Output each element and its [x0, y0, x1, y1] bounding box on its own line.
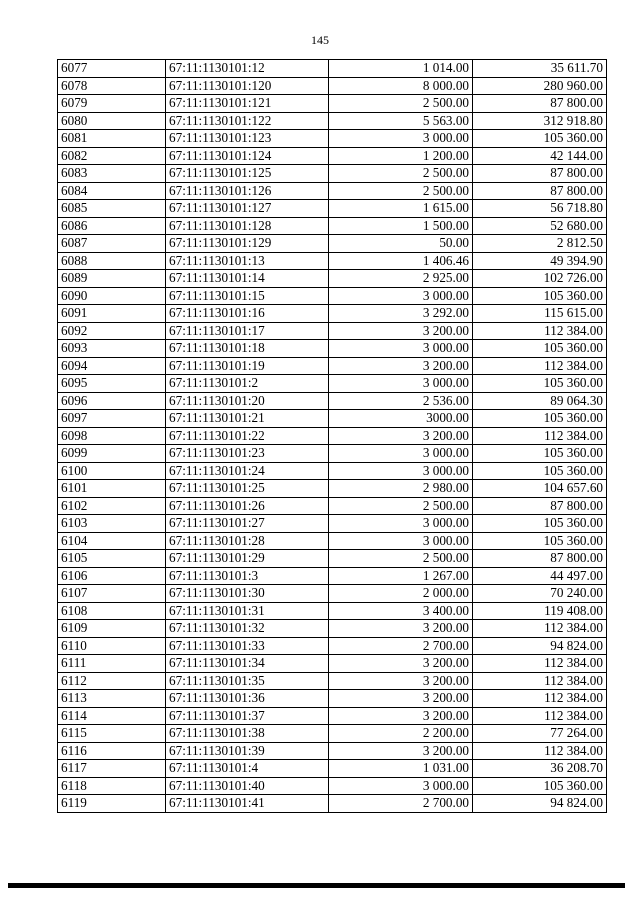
table-row	[58, 60, 607, 78]
cadastral-number-cell: 67:11:1130101:120	[166, 77, 329, 95]
row-number-cell: 6098	[58, 427, 166, 445]
value-cell: 112 384.00	[473, 357, 607, 375]
cadastral-number-cell: 67:11:1130101:129	[166, 235, 329, 253]
row-number-cell: 6104	[58, 532, 166, 550]
row-number-cell: 6111	[58, 655, 166, 673]
table-row	[58, 130, 607, 148]
table-row	[58, 410, 607, 428]
value-cell: 105 360.00	[473, 340, 607, 358]
row-number-cell: 6078	[58, 77, 166, 95]
cadastral-number-cell: 67:11:1130101:128	[166, 217, 329, 235]
value-cell: 119 408.00	[473, 602, 607, 620]
table-row	[58, 305, 607, 323]
value-cell: 89 064.30	[473, 392, 607, 410]
table-row	[58, 585, 607, 603]
table-row	[58, 707, 607, 725]
value-cell: 112 384.00	[473, 742, 607, 760]
table-row	[58, 690, 607, 708]
value-cell: 312 918.80	[473, 112, 607, 130]
cadastral-number-cell: 67:11:1130101:34	[166, 655, 329, 673]
area-cell: 3 000.00	[329, 287, 473, 305]
value-cell: 52 680.00	[473, 217, 607, 235]
cadastral-number-cell: 67:11:1130101:24	[166, 462, 329, 480]
area-cell: 3 200.00	[329, 322, 473, 340]
area-cell: 3 200.00	[329, 672, 473, 690]
row-number-cell: 6084	[58, 182, 166, 200]
value-cell: 105 360.00	[473, 462, 607, 480]
area-cell: 3 200.00	[329, 655, 473, 673]
table-row	[58, 322, 607, 340]
cadastral-number-cell: 67:11:1130101:15	[166, 287, 329, 305]
area-cell: 1 406.46	[329, 252, 473, 270]
table-row	[58, 445, 607, 463]
table-row	[58, 760, 607, 778]
cadastral-number-cell: 67:11:1130101:33	[166, 637, 329, 655]
row-number-cell: 6080	[58, 112, 166, 130]
row-number-cell: 6089	[58, 270, 166, 288]
row-number-cell: 6119	[58, 795, 166, 813]
value-cell: 112 384.00	[473, 690, 607, 708]
cadastral-number-cell: 67:11:1130101:122	[166, 112, 329, 130]
cadastral-number-cell: 67:11:1130101:21	[166, 410, 329, 428]
cadastral-number-cell: 67:11:1130101:39	[166, 742, 329, 760]
area-cell: 8 000.00	[329, 77, 473, 95]
area-cell: 3 200.00	[329, 427, 473, 445]
table-row	[58, 655, 607, 673]
row-number-cell: 6109	[58, 620, 166, 638]
value-cell: 87 800.00	[473, 95, 607, 113]
area-cell: 3 000.00	[329, 340, 473, 358]
area-cell: 2 980.00	[329, 480, 473, 498]
cadastral-number-cell: 67:11:1130101:26	[166, 497, 329, 515]
cadastral-number-cell: 67:11:1130101:27	[166, 515, 329, 533]
value-cell: 105 360.00	[473, 375, 607, 393]
row-number-cell: 6096	[58, 392, 166, 410]
value-cell: 94 824.00	[473, 795, 607, 813]
table-row	[58, 165, 607, 183]
row-number-cell: 6086	[58, 217, 166, 235]
area-cell: 1 267.00	[329, 567, 473, 585]
value-cell: 112 384.00	[473, 655, 607, 673]
cadastral-number-cell: 67:11:1130101:28	[166, 532, 329, 550]
area-cell: 3 400.00	[329, 602, 473, 620]
value-cell: 56 718.80	[473, 200, 607, 218]
table-row	[58, 392, 607, 410]
row-number-cell: 6110	[58, 637, 166, 655]
area-cell: 2 700.00	[329, 637, 473, 655]
row-number-cell: 6087	[58, 235, 166, 253]
row-number-cell: 6105	[58, 550, 166, 568]
row-number-cell: 6083	[58, 165, 166, 183]
table-row	[58, 777, 607, 795]
row-number-cell: 6113	[58, 690, 166, 708]
area-cell: 50.00	[329, 235, 473, 253]
cadastral-number-cell: 67:11:1130101:123	[166, 130, 329, 148]
value-cell: 49 394.90	[473, 252, 607, 270]
parcel-table-body	[58, 60, 607, 813]
cadastral-number-cell: 67:11:1130101:126	[166, 182, 329, 200]
cadastral-number-cell: 67:11:1130101:125	[166, 165, 329, 183]
row-number-cell: 6090	[58, 287, 166, 305]
row-number-cell: 6115	[58, 725, 166, 743]
area-cell: 3 000.00	[329, 515, 473, 533]
area-cell: 2 500.00	[329, 95, 473, 113]
area-cell: 2 200.00	[329, 725, 473, 743]
area-cell: 3 000.00	[329, 375, 473, 393]
cadastral-number-cell: 67:11:1130101:4	[166, 760, 329, 778]
table-row	[58, 620, 607, 638]
cadastral-number-cell: 67:11:1130101:17	[166, 322, 329, 340]
value-cell: 105 360.00	[473, 410, 607, 428]
area-cell: 3 000.00	[329, 777, 473, 795]
value-cell: 280 960.00	[473, 77, 607, 95]
row-number-cell: 6095	[58, 375, 166, 393]
cadastral-number-cell: 67:11:1130101:13	[166, 252, 329, 270]
area-cell: 1 031.00	[329, 760, 473, 778]
row-number-cell: 6091	[58, 305, 166, 323]
area-cell: 2 700.00	[329, 795, 473, 813]
table-row	[58, 550, 607, 568]
row-number-cell: 6077	[58, 60, 166, 78]
cadastral-number-cell: 67:11:1130101:31	[166, 602, 329, 620]
cadastral-number-cell: 67:11:1130101:121	[166, 95, 329, 113]
row-number-cell: 6079	[58, 95, 166, 113]
value-cell: 112 384.00	[473, 427, 607, 445]
cadastral-number-cell: 67:11:1130101:32	[166, 620, 329, 638]
area-cell: 2 500.00	[329, 165, 473, 183]
table-row	[58, 725, 607, 743]
area-cell: 3 000.00	[329, 130, 473, 148]
area-cell: 3 200.00	[329, 357, 473, 375]
area-cell: 3 200.00	[329, 690, 473, 708]
value-cell: 105 360.00	[473, 515, 607, 533]
value-cell: 70 240.00	[473, 585, 607, 603]
area-cell: 3 200.00	[329, 707, 473, 725]
table-row	[58, 497, 607, 515]
cadastral-number-cell: 67:11:1130101:22	[166, 427, 329, 445]
cadastral-number-cell: 67:11:1130101:25	[166, 480, 329, 498]
row-number-cell: 6101	[58, 480, 166, 498]
area-cell: 3 000.00	[329, 462, 473, 480]
table-row	[58, 480, 607, 498]
table-row	[58, 795, 607, 813]
value-cell: 112 384.00	[473, 707, 607, 725]
cadastral-number-cell: 67:11:1130101:41	[166, 795, 329, 813]
value-cell: 105 360.00	[473, 287, 607, 305]
table-row	[58, 602, 607, 620]
value-cell: 105 360.00	[473, 532, 607, 550]
table-row	[58, 532, 607, 550]
row-number-cell: 6118	[58, 777, 166, 795]
row-number-cell: 6093	[58, 340, 166, 358]
value-cell: 87 800.00	[473, 497, 607, 515]
value-cell: 87 800.00	[473, 165, 607, 183]
value-cell: 2 812.50	[473, 235, 607, 253]
row-number-cell: 6103	[58, 515, 166, 533]
table-row	[58, 147, 607, 165]
table-row	[58, 270, 607, 288]
value-cell: 102 726.00	[473, 270, 607, 288]
row-number-cell: 6114	[58, 707, 166, 725]
cadastral-number-cell: 67:11:1130101:35	[166, 672, 329, 690]
table-row	[58, 77, 607, 95]
row-number-cell: 6094	[58, 357, 166, 375]
value-cell: 112 384.00	[473, 620, 607, 638]
cadastral-number-cell: 67:11:1130101:18	[166, 340, 329, 358]
area-cell: 2 536.00	[329, 392, 473, 410]
area-cell: 1 014.00	[329, 60, 473, 78]
table-row	[58, 375, 607, 393]
value-cell: 77 264.00	[473, 725, 607, 743]
value-cell: 35 611.70	[473, 60, 607, 78]
value-cell: 112 384.00	[473, 672, 607, 690]
table-row	[58, 235, 607, 253]
cadastral-number-cell: 67:11:1130101:127	[166, 200, 329, 218]
cadastral-number-cell: 67:11:1130101:16	[166, 305, 329, 323]
area-cell: 1 500.00	[329, 217, 473, 235]
row-number-cell: 6117	[58, 760, 166, 778]
cadastral-number-cell: 67:11:1130101:29	[166, 550, 329, 568]
table-row	[58, 462, 607, 480]
area-cell: 3000.00	[329, 410, 473, 428]
cadastral-number-cell: 67:11:1130101:19	[166, 357, 329, 375]
value-cell: 115 615.00	[473, 305, 607, 323]
table-row	[58, 112, 607, 130]
value-cell: 105 360.00	[473, 777, 607, 795]
cadastral-number-cell: 67:11:1130101:20	[166, 392, 329, 410]
row-number-cell: 6085	[58, 200, 166, 218]
area-cell: 2 925.00	[329, 270, 473, 288]
value-cell: 87 800.00	[473, 182, 607, 200]
row-number-cell: 6100	[58, 462, 166, 480]
table-row	[58, 427, 607, 445]
value-cell: 94 824.00	[473, 637, 607, 655]
area-cell: 3 200.00	[329, 742, 473, 760]
area-cell: 5 563.00	[329, 112, 473, 130]
table-row	[58, 567, 607, 585]
value-cell: 105 360.00	[473, 130, 607, 148]
row-number-cell: 6081	[58, 130, 166, 148]
table-row	[58, 742, 607, 760]
row-number-cell: 6107	[58, 585, 166, 603]
table-row	[58, 357, 607, 375]
row-number-cell: 6102	[58, 497, 166, 515]
cadastral-number-cell: 67:11:1130101:37	[166, 707, 329, 725]
table-row	[58, 252, 607, 270]
row-number-cell: 6097	[58, 410, 166, 428]
cadastral-number-cell: 67:11:1130101:2	[166, 375, 329, 393]
table-row	[58, 217, 607, 235]
table-row	[58, 340, 607, 358]
value-cell: 87 800.00	[473, 550, 607, 568]
table-row	[58, 672, 607, 690]
cadastral-number-cell: 67:11:1130101:12	[166, 60, 329, 78]
table-row	[58, 287, 607, 305]
area-cell: 3 292.00	[329, 305, 473, 323]
cadastral-number-cell: 67:11:1130101:23	[166, 445, 329, 463]
area-cell: 2 500.00	[329, 497, 473, 515]
row-number-cell: 6106	[58, 567, 166, 585]
value-cell: 42 144.00	[473, 147, 607, 165]
area-cell: 1 200.00	[329, 147, 473, 165]
table-row	[58, 182, 607, 200]
table-row	[58, 200, 607, 218]
cadastral-number-cell: 67:11:1130101:36	[166, 690, 329, 708]
area-cell: 2 500.00	[329, 550, 473, 568]
table-row	[58, 95, 607, 113]
value-cell: 104 657.60	[473, 480, 607, 498]
row-number-cell: 6116	[58, 742, 166, 760]
row-number-cell: 6112	[58, 672, 166, 690]
page-number: 145	[311, 33, 329, 47]
value-cell: 112 384.00	[473, 322, 607, 340]
cadastral-number-cell: 67:11:1130101:30	[166, 585, 329, 603]
value-cell: 36 208.70	[473, 760, 607, 778]
cadastral-number-cell: 67:11:1130101:3	[166, 567, 329, 585]
row-number-cell: 6108	[58, 602, 166, 620]
area-cell: 2 500.00	[329, 182, 473, 200]
area-cell: 2 000.00	[329, 585, 473, 603]
table-row	[58, 637, 607, 655]
row-number-cell: 6099	[58, 445, 166, 463]
row-number-cell: 6088	[58, 252, 166, 270]
cadastral-number-cell: 67:11:1130101:14	[166, 270, 329, 288]
area-cell: 3 000.00	[329, 532, 473, 550]
cadastral-number-cell: 67:11:1130101:40	[166, 777, 329, 795]
value-cell: 44 497.00	[473, 567, 607, 585]
area-cell: 3 000.00	[329, 445, 473, 463]
footer-rule	[8, 883, 625, 888]
value-cell: 105 360.00	[473, 445, 607, 463]
cadastral-number-cell: 67:11:1130101:38	[166, 725, 329, 743]
row-number-cell: 6092	[58, 322, 166, 340]
table-row	[58, 515, 607, 533]
cadastral-number-cell: 67:11:1130101:124	[166, 147, 329, 165]
parcel-table	[57, 59, 607, 813]
area-cell: 1 615.00	[329, 200, 473, 218]
row-number-cell: 6082	[58, 147, 166, 165]
area-cell: 3 200.00	[329, 620, 473, 638]
